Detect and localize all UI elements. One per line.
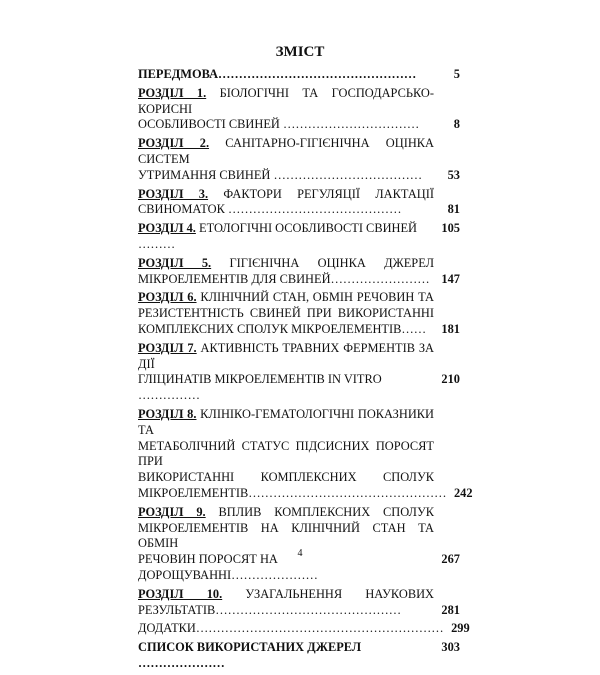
toc-entry-chapter-1[interactable]: РОЗДІЛ 1. БІОЛОГІЧНІ ТА ГОСПОДАРСЬКО-КОРИСНІ ОСОБЛИВОСТІ СВИНЕЙ …………………………… 8	[138, 85, 460, 132]
toc-entry-chapter-6[interactable]: РОЗДІЛ 6. КЛІНІЧНИЙ СТАН, ОБМІН РЕЧОВИН ТА РЕЗИСТЕНТНІСТЬ СВИНЕЙ ПРИ ВИКОРИСТАННІ КОМПЛЕКСНИХ СПОЛУК МІКРОЕЛЕМЕНТІВ…… 181	[138, 290, 460, 336]
toc-entry-title: ОСОБЛИВОСТІ СВИНЕЙ	[138, 117, 280, 132]
toc-entry-title: КОМПЛЕКСНИХ СПОЛУК МІКРОЕЛЕМЕНТІВ	[138, 321, 402, 336]
toc-page-number: 181	[441, 321, 460, 336]
toc-entry-chapter-2[interactable]: РОЗДІЛ 2. САНІТАРНО-ГІГІЄНІЧНА ОЦІНКА СИСТЕМ УТРИМАННЯ СВИНЕЙ ……………………………… 53	[138, 136, 460, 182]
toc-entry-label: РОЗДІЛ 4.	[138, 221, 196, 236]
toc-entry-title: САНІТАРНО-ГІГІЄНІЧНА ОЦІНКА СИСТЕМ	[138, 136, 434, 166]
toc-entry-title: ЕТОЛОГІЧНІ ОСОБЛИВОСТІ СВИНЕЙ	[199, 221, 418, 236]
toc-entry-chapter-9[interactable]: РОЗДІЛ 9. ВПЛИВ КОМПЛЕКСНИХ СПОЛУК МІКРОЕЛЕМЕНТІВ НА КЛІНІЧНИЙ СТАН ТА ОБМІН РЕЧОВИН ПОРОСЯТ НА ДОРОЩУВАННІ………………… 267	[138, 504, 460, 582]
toc-entry-title: ФАКТОРИ РЕГУЛЯЦІЇ ЛАКТАЦІЇ	[223, 186, 434, 201]
toc-entry-chapter-10[interactable]: РОЗДІЛ 10. УЗАГАЛЬНЕННЯ НАУКОВИХ РЕЗУЛЬТАТІВ……………………………………… 281	[138, 586, 460, 617]
toc-page-number: 303	[441, 640, 460, 655]
toc-entry-label: ДОДАТКИ	[138, 621, 196, 636]
toc-page-number: 53	[447, 167, 460, 182]
table-of-contents	[138, 67, 473, 675]
toc-entry-title: РЕЗИСТЕНТНІСТЬ СВИНЕЙ ПРИ ВИКОРИСТАННІ	[138, 306, 434, 321]
toc-entry-title: МІКРОЕЛЕМЕНТІВ	[138, 485, 249, 500]
toc-entry-label: СПИСОК ВИКОРИСТАНИХ ДЖЕРЕЛ	[138, 640, 362, 655]
toc-entry-label: РОЗДІЛ 5.	[138, 255, 212, 270]
toc-entry-references[interactable]: СПИСОК ВИКОРИСТАНИХ ДЖЕРЕЛ ………………… 303	[138, 640, 460, 670]
toc-entry-label: РОЗДІЛ 10.	[138, 586, 223, 601]
toc-entry-appendix[interactable]: ДОДАТКИ…………………………………………………… 299	[138, 621, 470, 636]
toc-page-number: 242	[453, 485, 473, 500]
toc-page-number: 210	[441, 372, 460, 387]
toc-entry-label: РОЗДІЛ 8.	[138, 406, 197, 421]
toc-entry-title: БІОЛОГІЧНІ ТА ГОСПОДАРСЬКО-КОРИСНІ	[138, 85, 434, 116]
toc-entry-title: УТРИМАННЯ СВИНЕЙ	[138, 167, 271, 182]
toc-page-number: 267	[441, 552, 460, 567]
toc-entry-label: РОЗДІЛ 2.	[138, 136, 210, 151]
toc-entry-chapter-5[interactable]: РОЗДІЛ 5. ГІГІЄНІЧНА ОЦІНКА ДЖЕРЕЛ МІКРОЕЛЕМЕНТІВ ДЛЯ СВИНЕЙ…………………… 147	[138, 255, 460, 286]
toc-entry-preface[interactable]: ПЕРЕДМОВА………………………………………… 5	[138, 67, 460, 81]
toc-entry-title: РЕЧОВИН ПОРОСЯТ НА ДОРОЩУВАННІ	[138, 552, 278, 582]
toc-page-number: 5	[453, 67, 460, 81]
toc-page-number: 8	[453, 117, 460, 132]
toc-entry-label: ПЕРЕДМОВА	[138, 67, 219, 81]
toc-entry-chapter-4[interactable]: РОЗДІЛ 4. ЕТОЛОГІЧНІ ОСОБЛИВОСТІ СВИНЕЙ ……… 105	[138, 221, 460, 251]
toc-entry-label: РОЗДІЛ 9.	[138, 504, 206, 519]
toc-entry-title: КЛІНІЧНИЙ СТАН, ОБМІН РЕЧОВИН ТА	[200, 290, 434, 305]
toc-entry-title: ГЛІЦИНАТІВ МІКРОЕЛЕМЕНТІВ IN VITRO	[138, 372, 382, 387]
toc-page-number: 81	[447, 202, 460, 217]
toc-entry-chapter-8[interactable]: РОЗДІЛ 8. КЛІНІКО-ГЕМАТОЛОГІЧНІ ПОКАЗНИКИ ТА МЕТАБОЛІЧНИЙ СТАТУС ПІДСИСНИХ ПОРОСЯТ ПРИ ВИКОРИСТАННІ КОМПЛЕКСНИХ СПОЛУК МІКРОЕЛЕМЕНТІВ………………………………………… 242	[138, 406, 473, 500]
toc-page-number: 105	[441, 221, 460, 236]
toc-entry-title: МЕТАБОЛІЧНИЙ СТАТУС ПІДСИСНИХ ПОРОСЯТ ПРИ	[138, 438, 434, 469]
toc-entry-label: РОЗДІЛ 1.	[138, 85, 207, 100]
toc-entry-title: МІКРОЕЛЕМЕНТІВ НА КЛІНІЧНИЙ СТАН ТА ОБМІН	[138, 520, 434, 551]
toc-entry-label: РОЗДІЛ 6.	[138, 290, 197, 305]
toc-page-number: 147	[441, 271, 460, 286]
toc-page-number: 299	[451, 621, 470, 636]
toc-entry-title: СВИНОМАТОК	[138, 202, 225, 217]
toc-entry-title: ВПЛИВ КОМПЛЕКСНИХ СПОЛУК	[218, 504, 434, 519]
toc-entry-title: РЕЗУЛЬТАТІВ	[138, 602, 216, 617]
toc-entry-title: ВИКОРИСТАННІ КОМПЛЕКСНИХ СПОЛУК	[138, 470, 434, 485]
page-number: 4	[297, 548, 303, 559]
toc-entry-chapter-3[interactable]: РОЗДІЛ 3. ФАКТОРИ РЕГУЛЯЦІЇ ЛАКТАЦІЇ СВИНОМАТОК …………………………………… 81	[138, 186, 460, 217]
toc-entry-title: УЗАГАЛЬНЕННЯ НАУКОВИХ	[245, 586, 434, 601]
toc-entry-label: РОЗДІЛ 7.	[138, 340, 197, 355]
toc-entry-title: КЛІНІКО-ГЕМАТОЛОГІЧНІ ПОКАЗНИКИ ТА	[138, 406, 434, 437]
page-title: ЗМІСТ	[275, 44, 325, 60]
toc-entry-chapter-7[interactable]: РОЗДІЛ 7. АКТИВНІСТЬ ТРАВНИХ ФЕРМЕНТІВ ЗА ДІЇ ГЛІЦИНАТІВ МІКРОЕЛЕМЕНТІВ IN VITRO …………… 210	[138, 340, 460, 403]
toc-entry-title: МІКРОЕЛЕМЕНТІВ ДЛЯ СВИНЕЙ	[138, 271, 331, 286]
toc-entry-title: АКТИВНІСТЬ ТРАВНИХ ФЕРМЕНТІВ ЗА ДІЇ	[138, 340, 434, 371]
toc-entry-title: ГІГІЄНІЧНА ОЦІНКА ДЖЕРЕЛ	[229, 255, 435, 270]
toc-page-number: 281	[441, 602, 460, 617]
toc-entry-label: РОЗДІЛ 3.	[138, 186, 209, 201]
